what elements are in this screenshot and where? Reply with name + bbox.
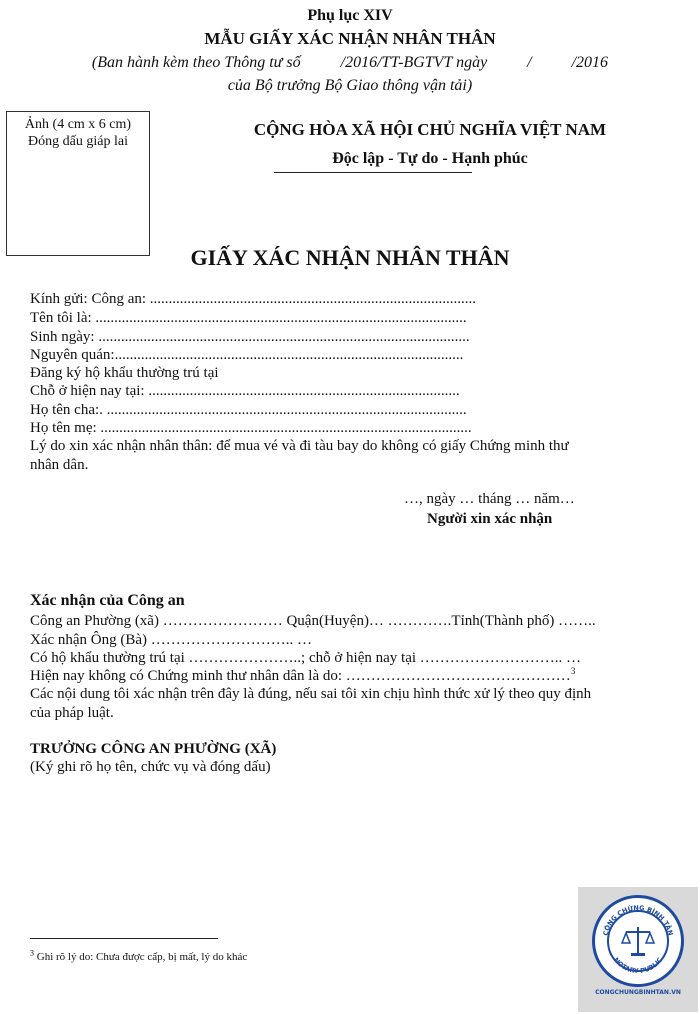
appendix-label: Phụ lục XIV xyxy=(307,7,393,24)
photo-size-label: Ảnh (4 cm x 6 cm) xyxy=(24,117,132,132)
footnote-number: 3 xyxy=(30,948,34,958)
field-recipient: Kính gửi: Công an: ....................................................................................... xyxy=(30,291,477,307)
document-title: GIẤY XÁC NHẬN NHÂN THÂN xyxy=(190,245,510,270)
police-declaration: Các nội dung tôi xác nhận trên đây là đúng, nếu sai tôi xin chịu hình thức xử lý theo quy định xyxy=(30,686,592,702)
issued-line-1: (Ban hành kèm theo Thông tư số /2016/TT-BGTVT ngày / /2016 xyxy=(91,54,609,71)
seal-emblem xyxy=(607,910,669,972)
police-no-id-text: Hiện nay không có Chứng minh thư nhân dân là do: ……………………………………… xyxy=(30,668,571,684)
national-motto: Độc lập - Tự do - Hạnh phúc xyxy=(332,150,528,167)
field-hometown: Nguyên quán:............................................................................................. xyxy=(30,347,464,363)
field-birthdate: Sinh ngày: ................................................................................................... xyxy=(30,329,470,345)
photo-stamp-label: Đóng dấu giáp lai xyxy=(28,134,128,149)
chief-title: TRƯỞNG CÔNG AN PHƯỜNG (XÃ) xyxy=(30,741,277,757)
issued-line-2: của Bộ trưởng Bộ Giao thông vận tải) xyxy=(227,77,473,94)
applicant-sign-label: Người xin xác nhận xyxy=(427,511,553,527)
photo-placeholder xyxy=(6,111,150,256)
field-father-name: Họ tên cha:. ................................................................................................ xyxy=(30,402,467,418)
police-declaration-continued: của pháp luật. xyxy=(30,705,114,721)
footnote xyxy=(30,950,247,964)
field-name: Tên tôi là: ................................................................................................... xyxy=(30,310,467,326)
scales-of-justice-icon xyxy=(618,921,658,961)
notary-seal xyxy=(592,895,684,987)
form-title: MẪU GIẤY XÁC NHẬN NHÂN THÂN xyxy=(204,29,496,48)
field-registered-residence: Đăng ký hộ khẩu thường trú tại xyxy=(30,365,219,381)
footnote-divider xyxy=(30,938,218,939)
police-residence-line: Có hộ khẩu thường trú tại …………………..; chỗ ở hiện nay tại ……………………….. … xyxy=(30,650,582,666)
footnote-text: Ghi rõ lý do: Chưa được cấp, bị mất, lý do khác xyxy=(36,951,248,963)
footnote-ref: 3 xyxy=(570,666,576,676)
police-confirm-person: Xác nhận Ông (Bà) ……………………….. … xyxy=(30,632,313,648)
seal-website: CONGCHUNGBINHTAN.VN xyxy=(595,989,681,996)
field-reason: Lý do xin xác nhận nhân thân: để mua vé và đi tàu bay do không có giấy Chứng minh thư xyxy=(30,438,569,454)
field-current-address: Chỗ ở hiện nay tại: ................................................................................... xyxy=(30,383,460,399)
svg-text:CÔNG CHỨNG BÌNH TÂN: CÔNG CHỨNG BÌNH TÂN xyxy=(601,903,675,937)
police-heading: Xác nhận của Công an xyxy=(30,592,185,609)
field-reason-continued: nhân dân. xyxy=(30,457,89,473)
applicant-date: …, ngày … tháng … năm… xyxy=(404,491,575,507)
notary-watermark xyxy=(578,887,698,1012)
police-no-id-reason xyxy=(30,667,575,685)
svg-text:NOTARY PUBLIC: NOTARY PUBLIC xyxy=(611,956,665,976)
police-ward-line: Công an Phường (xã) …………………… Quận(Huyện)… ………….Tỉnh(Thành phố) …….. xyxy=(30,613,596,629)
motto-underline xyxy=(274,172,472,173)
chief-note: (Ký ghi rõ họ tên, chức vụ và đóng dấu) xyxy=(30,759,271,775)
country-name: CỘNG HÒA XÃ HỘI CHỦ NGHĨA VIỆT NAM xyxy=(253,120,607,139)
field-mother-name: Họ tên mẹ: ................................................................................................... xyxy=(30,420,472,436)
